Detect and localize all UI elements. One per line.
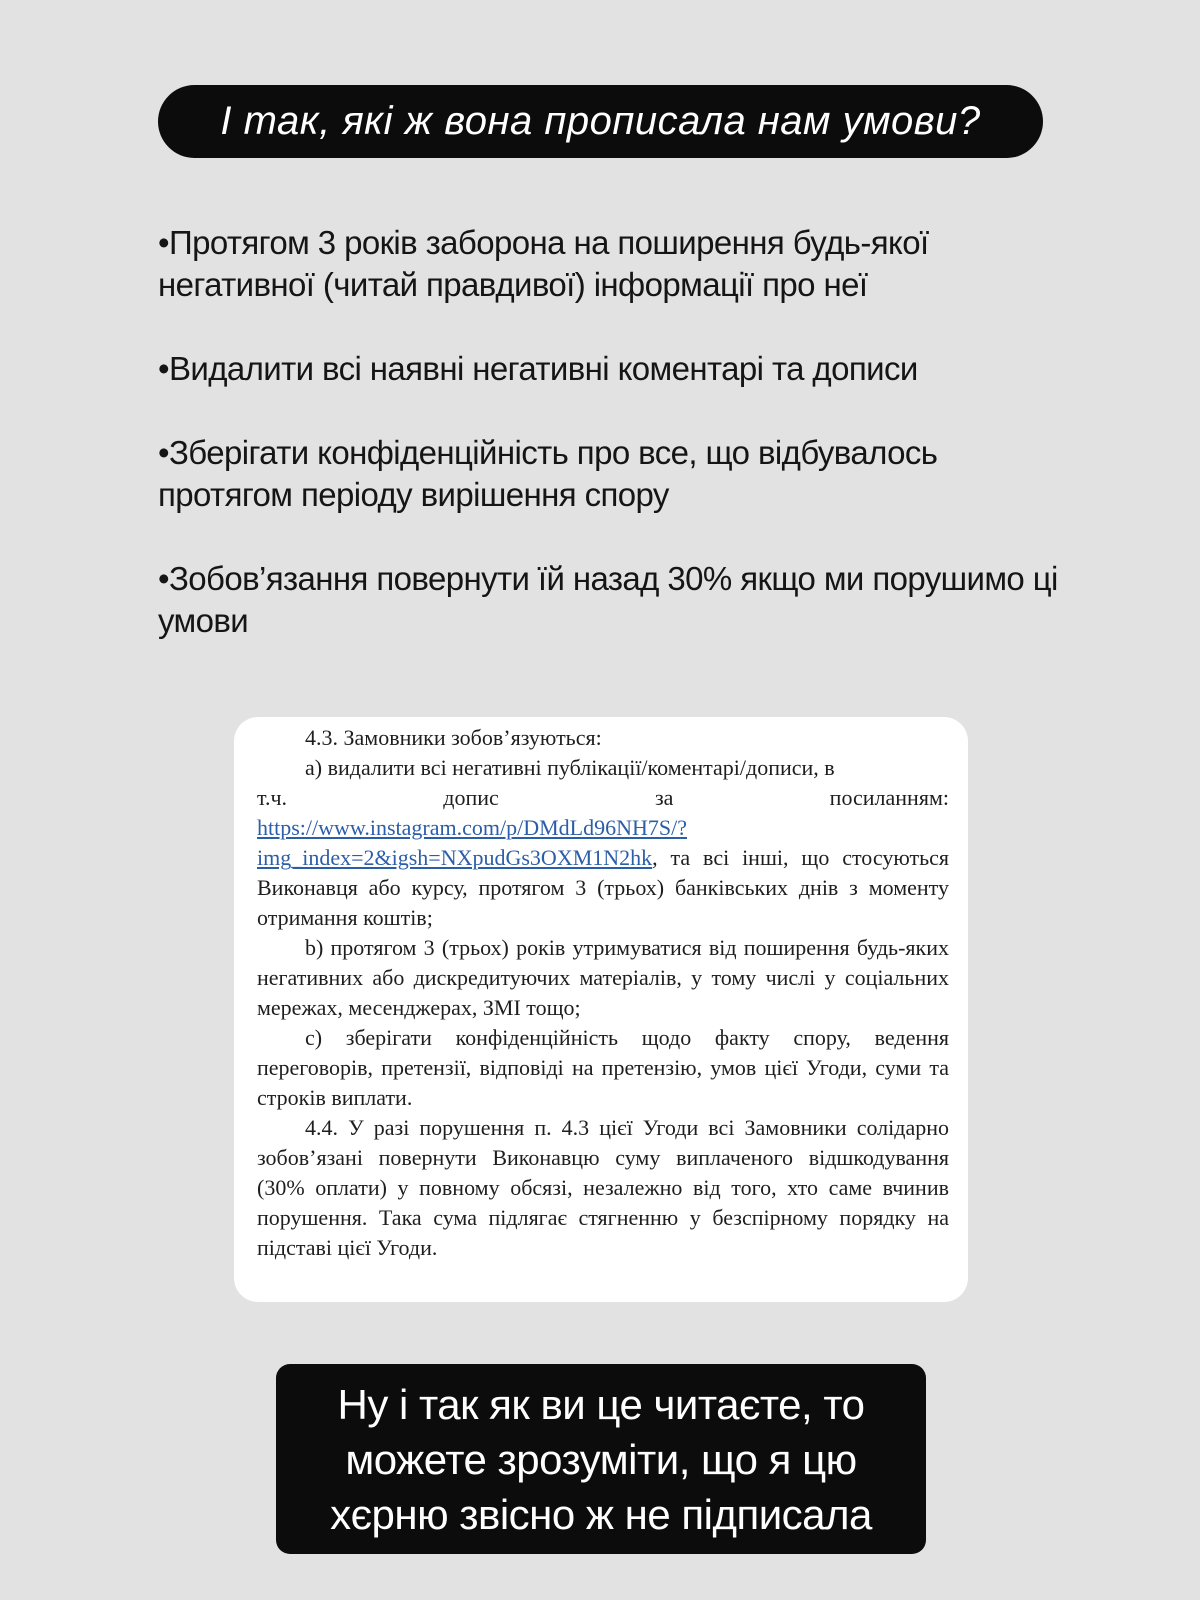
story-header-title: І так, які ж вона прописала нам умови? (220, 99, 981, 143)
clause-word: допис (443, 785, 499, 810)
story-footer-caption (276, 1364, 926, 1554)
clause-item-b: b) протягом 3 (трьох) років утримуватися від поширення будь-яких негативних або дискредитуючих матеріалів, у тому числі у соціальних мережах, месенджерах, ЗМІ тощо; (257, 935, 949, 1020)
clause-4-4: 4.4. У разі порушення п. 4.3 цієї Угоди всі Замовники солідарно зобов’язані повернути Виконавцю суму виплаченого відшкодування (30% оплати) у повному обсязі, незалежно від того, хто саме вчинив порушення. Така сума підлягає стягненню у безспірному порядку на підставі цієї Угоди. (257, 1115, 949, 1260)
clause-item-c: с) зберігати конфіденційність щодо факту спору, ведення переговорів, претензії, відповіді на претензію, умов цієї Угоди, суми та строків виплати. (257, 1025, 949, 1110)
instagram-link-part1[interactable]: https://www.instagram.com/p/DMdLd96NH7S/? (257, 815, 687, 840)
clause-item-a-continuation (257, 843, 949, 933)
story-header-pill (158, 85, 1043, 158)
conditions-list (158, 222, 1058, 684)
footer-line: Ну і так як ви це читаєте, то (337, 1381, 865, 1428)
contract-excerpt-card (234, 717, 968, 1302)
condition-item: •Протягом 3 років заборона на поширення будь-якої негативної (читай правдивої) інформації про неї (158, 224, 929, 303)
clause-item-a-spread-line (257, 783, 949, 813)
footer-line: хєрню звісно ж не підписала (330, 1491, 872, 1538)
clause-heading: 4.3. Замовники зобов’язуються: (305, 725, 602, 750)
footer-line: можете зрозуміти, що я цю (345, 1436, 857, 1483)
clause-word: т.ч. (257, 785, 288, 810)
condition-item: •Зберігати конфіденційність про все, що відбувалось протягом періоду вирішення спору (158, 434, 938, 513)
clause-word: посиланням: (829, 785, 949, 810)
clause-item-a-rest: , та всі інші, що стосуються Виконавця або курсу, протягом 3 (трьох) банківських днів з моменту отримання коштів; (257, 845, 949, 930)
instagram-link-part2[interactable]: img_index=2&igsh=NXpudGs3OXM1N2hk (257, 845, 653, 870)
clause-link-line (257, 813, 949, 843)
clause-word: за (654, 785, 674, 810)
condition-item: •Зобов’язання повернути їй назад 30% якщо ми порушимо ці умови (158, 560, 1058, 639)
clause-item-a-line: а) видалити всі негативні публікації/коментарі/дописи, в (305, 755, 835, 780)
condition-item: •Видалити всі наявні негативні коментарі та дописи (158, 350, 918, 387)
